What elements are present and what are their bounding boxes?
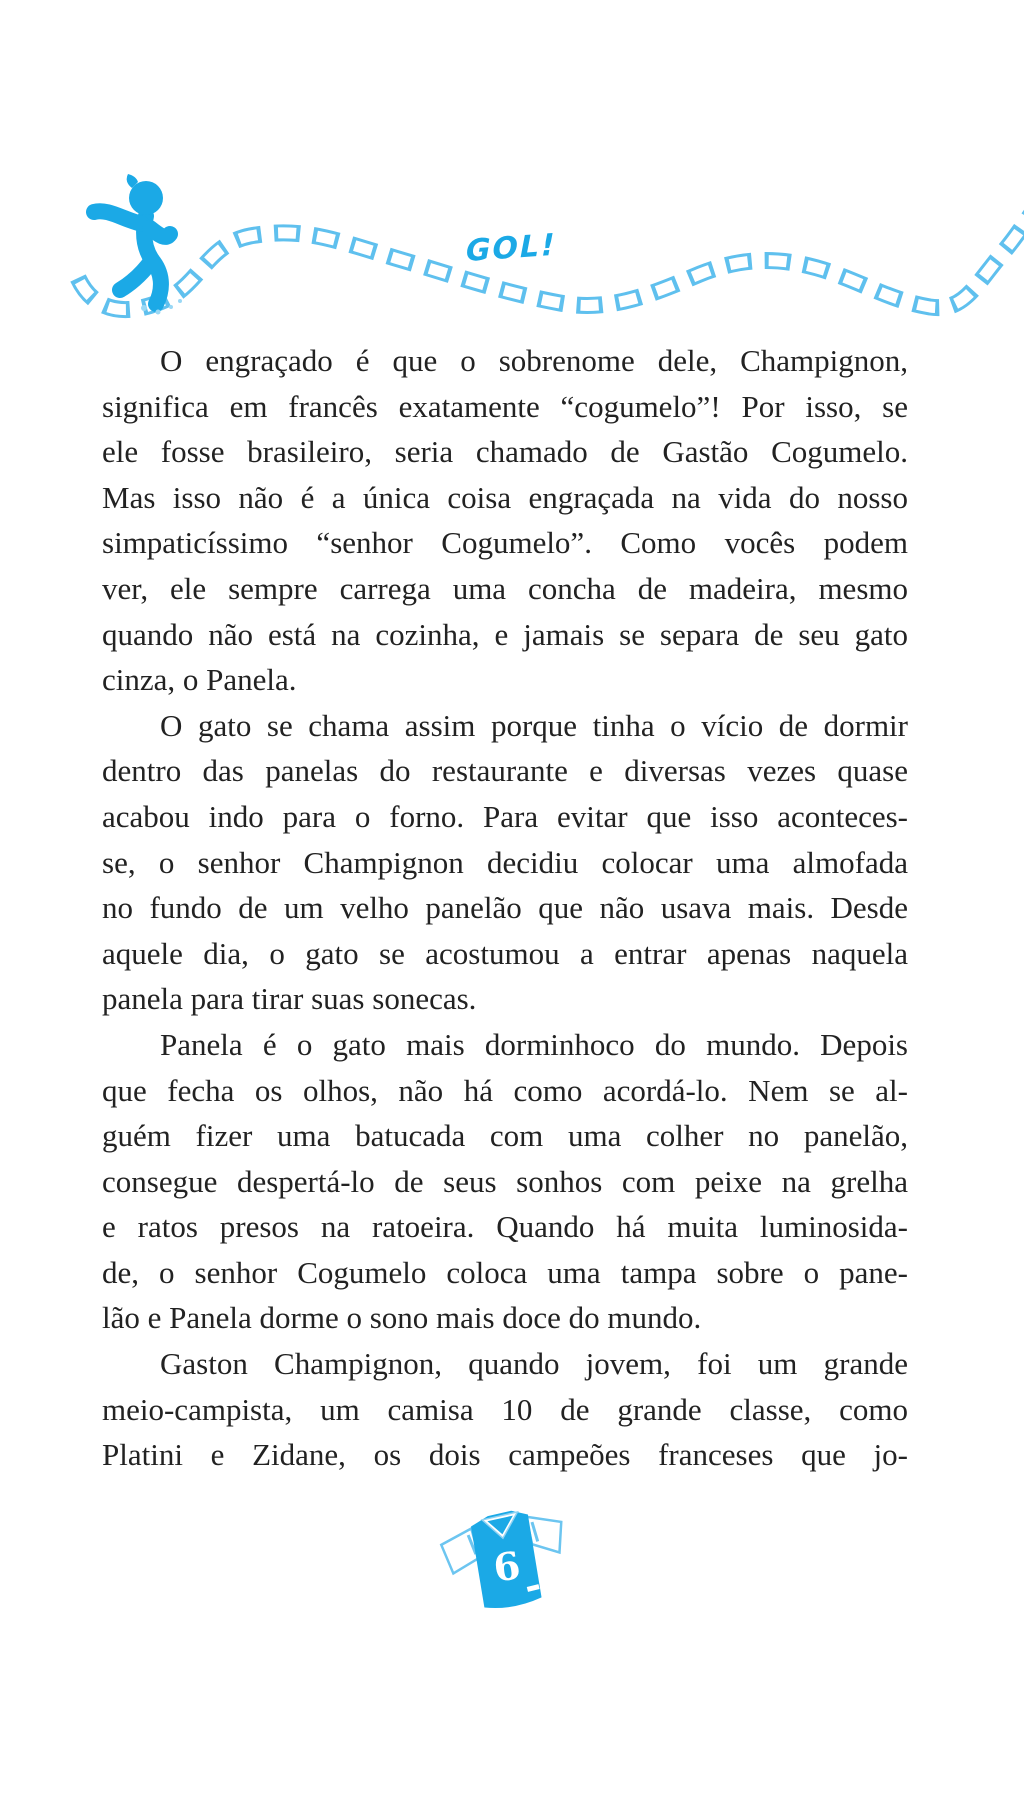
text-line: Mas isso não é a única coisa engraçada na vida do nosso <box>102 479 908 515</box>
text-line: Gaston Champignon, quando jovem, foi um grande <box>160 1346 908 1382</box>
text-line: Panela é o gato mais dorminhoco do mundo. Depois <box>160 1026 908 1062</box>
text-line: ele fosse brasileiro, seria chamado de Gastão Cogumelo. <box>102 434 908 470</box>
text-line: acabou indo para o forno. Para evitar que isso aconteces- <box>102 798 908 834</box>
text-line: no fundo de um velho panelão que não usava mais. Desde <box>102 890 908 926</box>
text-line: meio-campista, um camisa 10 de grande classe, como <box>102 1391 908 1427</box>
text-line: significa em francês exatamente “cogumelo”! Por isso, se <box>102 388 908 424</box>
soccer-player-icon <box>72 156 212 316</box>
text-line: dentro das panelas do restaurante e diversas vezes quase <box>102 753 908 789</box>
text-line: lão e Panela dorme o sono mais doce do mundo. <box>102 1300 702 1336</box>
text-line: que fecha os olhos, não há como acordá-lo. Nem se al- <box>102 1072 908 1108</box>
soccer-jersey-icon <box>427 1481 585 1639</box>
text-line: quando não está na cozinha, e jamais se separa de seu gato <box>102 616 908 652</box>
text-line: O engraçado é que o sobrenome dele, Champignon, <box>160 343 908 378</box>
text-line: aquele dia, o gato se acostumou a entrar apenas naquela <box>102 935 908 971</box>
text-line: O gato se chama assim porque tinha o vício de dormir <box>160 707 908 743</box>
text-line: guém fizer uma batucada com uma colher no panelão, <box>102 1118 908 1154</box>
text-line: de, o senhor Cogumelo coloca uma tampa sobre o pane- <box>102 1254 908 1290</box>
body-text <box>102 338 908 1478</box>
text-line: simpaticíssimo “senhor Cogumelo”. Como vocês podem <box>102 525 908 561</box>
text-line: e ratos presos na ratoeira. Quando há muita luminosida- <box>102 1209 908 1245</box>
text-line: Platini e Zidane, os dois campeões franceses que jo- <box>102 1437 908 1473</box>
page-number-jersey <box>427 1481 585 1639</box>
header-decoration <box>0 0 1024 360</box>
page-header-title: GOL! <box>466 227 557 269</box>
text-line: cinza, o Panela. <box>102 662 297 698</box>
text-line: se, o senhor Champignon decidiu colocar uma almofada <box>102 844 908 880</box>
text-line: ver, ele sempre carrega uma concha de madeira, mesmo <box>102 570 908 606</box>
text-line: panela para tirar suas sonecas. <box>102 981 477 1017</box>
page-number: 6 <box>490 1542 524 1591</box>
text-line: consegue despertá-lo de seus sonhos com peixe na grelha <box>102 1163 908 1199</box>
